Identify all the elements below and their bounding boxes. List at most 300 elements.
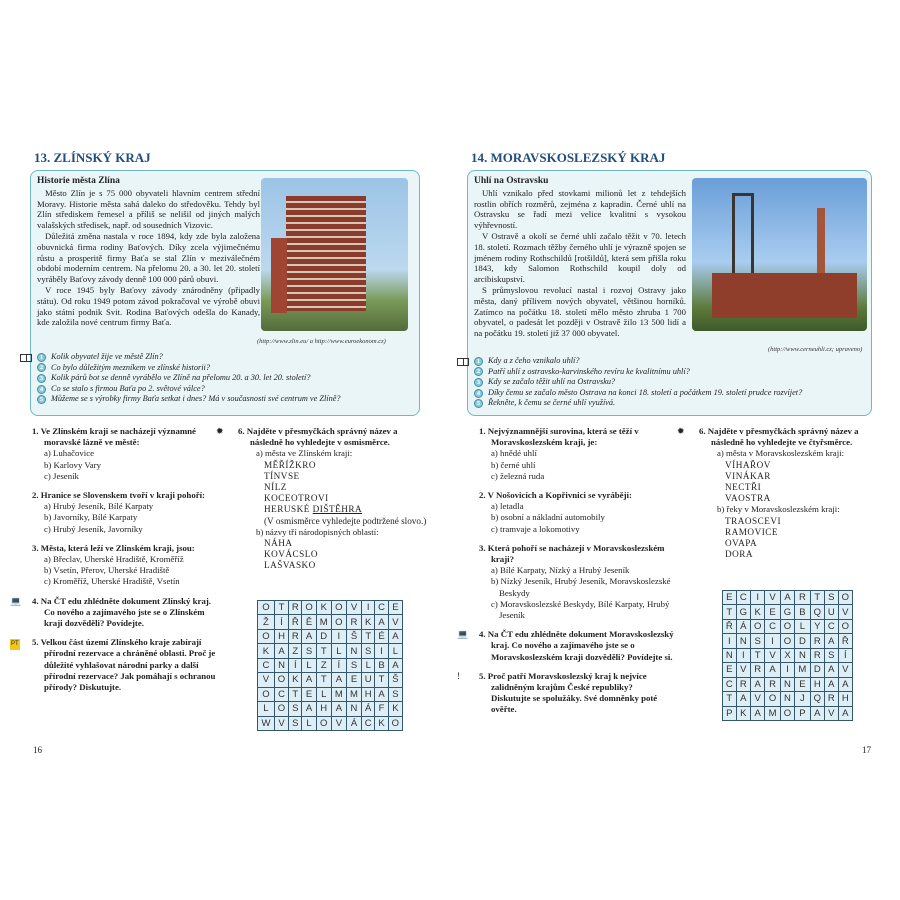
article-source: (http://www.zlin.eu/ a http://www.euroekonom.cz) bbox=[257, 338, 386, 345]
grid-cell: O bbox=[838, 591, 852, 605]
grid-cell: A bbox=[838, 677, 852, 691]
grid-cell: R bbox=[824, 692, 838, 706]
exercise-option: a) Bílé Karpaty, Nízký a Hrubý Jeseník bbox=[491, 565, 630, 576]
question-text: Díky čemu se začalo město Ostrava na konci 18. století a počátkem 19. století prudce rozvíjet? bbox=[488, 387, 803, 397]
question-text: Co se stalo s firmou Baťa po 2. světové válce? bbox=[51, 383, 205, 393]
article-source: (http://www.cerneuhli.cz; upraveno) bbox=[768, 346, 863, 353]
exercise-question: 2. V Nošovicích a Kopřivnici se vyrábějí: bbox=[479, 490, 632, 501]
question-item bbox=[37, 384, 341, 395]
grid-cell: K bbox=[375, 716, 388, 731]
exercises-col bbox=[10, 426, 217, 701]
exercise-part-label: b) názvy tří národopisných oblastí: bbox=[256, 526, 379, 537]
grid-cell: O bbox=[838, 619, 852, 633]
grid-cell: S bbox=[824, 648, 838, 662]
question-item bbox=[474, 398, 802, 409]
grid-cell: T bbox=[810, 591, 824, 605]
grid-cell: L bbox=[795, 619, 810, 633]
grid-cell: M bbox=[795, 663, 810, 677]
grid-cell: K bbox=[316, 601, 331, 615]
article bbox=[474, 176, 867, 339]
article-heading: Uhlí na Ostravsku bbox=[474, 176, 549, 186]
grid-cell: J bbox=[795, 692, 810, 706]
exercise-question: 3. Města, která leží ve Zlínském kraji, jsou: bbox=[32, 542, 195, 553]
grid-cell: A bbox=[331, 673, 346, 687]
question-text: Kdy a z čeho vznikalo uhlí? bbox=[488, 356, 580, 365]
exclamation-icon: ! bbox=[457, 670, 460, 681]
exercise-part-label: a) města v Moravskoslezském kraji: bbox=[717, 448, 845, 459]
grid-cell: Ř bbox=[289, 615, 302, 629]
grid-cell: O bbox=[316, 716, 331, 731]
question-number-icon: 2 bbox=[37, 363, 46, 372]
exercise-part-label: a) města ve Zlínském kraji: bbox=[256, 448, 353, 459]
anagram-word: NÁHA bbox=[264, 538, 293, 549]
exercise bbox=[457, 629, 674, 663]
grid-cell: P bbox=[795, 706, 810, 721]
grid-cell: I bbox=[375, 644, 388, 658]
exercise-option: a) letadla bbox=[491, 501, 524, 512]
grid-cell: O bbox=[765, 692, 780, 706]
exercise bbox=[216, 426, 428, 572]
grid-row bbox=[258, 716, 403, 731]
grid-row bbox=[723, 634, 853, 648]
questions bbox=[37, 352, 341, 405]
question-text: Co bylo důležitým mezníkem ve zlínské historii? bbox=[51, 362, 210, 372]
grid-cell: A bbox=[302, 673, 316, 687]
grid-cell: Z bbox=[316, 658, 331, 672]
grid-cell: A bbox=[302, 629, 316, 643]
exercise-question: 6. Najděte v přesmyčkách správný název a následně ho vyhledejte v osmisměrce. bbox=[238, 426, 398, 448]
grid-cell: K bbox=[289, 673, 302, 687]
article-box bbox=[30, 170, 420, 416]
grid-cell: S bbox=[824, 591, 838, 605]
grid-cell: O bbox=[302, 601, 316, 615]
grid-cell: M bbox=[331, 687, 346, 701]
grid-cell: D bbox=[795, 634, 810, 648]
grid-cell: Ž bbox=[258, 615, 275, 629]
grid-cell: N bbox=[346, 702, 361, 716]
grid-cell: L bbox=[362, 658, 375, 672]
grid-cell: M bbox=[765, 706, 780, 721]
grid-cell: S bbox=[289, 702, 302, 716]
question-number-icon: 1 bbox=[474, 357, 483, 366]
exercise-option: b) Javorníky, Bílé Karpaty bbox=[44, 512, 138, 523]
anagram-word: NECTŘI bbox=[725, 482, 762, 493]
grid-cell: H bbox=[362, 687, 375, 701]
article-paragraph: S průmyslovou revolucí nastal i rozvoj Ostravy jako města, daný přílivem nových obyvatel, většinou horníků. Zatímco na počátku 18. století mělo město zhruba 1 700 obyvatel, o padesát let později v Ostravě žilo 13 500 lidí a na počátku 19. století již 37 000 obyvatel. bbox=[474, 284, 686, 339]
grid-cell: V bbox=[258, 673, 275, 687]
grid-cell: K bbox=[258, 644, 275, 658]
page-17 bbox=[457, 150, 872, 719]
grid-cell: A bbox=[780, 591, 794, 605]
grid-cell: V bbox=[765, 591, 780, 605]
grid-cell: Ř bbox=[723, 619, 737, 633]
grid-cell: I bbox=[780, 663, 794, 677]
exercise-option: c) Kroměříž, Uherské Hradiště, Vsetín bbox=[44, 576, 180, 587]
grid-cell: A bbox=[750, 706, 764, 721]
exercises-col bbox=[457, 426, 674, 724]
grid-cell: K bbox=[750, 605, 764, 619]
grid-row bbox=[723, 677, 853, 691]
grid-cell: É bbox=[375, 629, 388, 643]
grid-cell: R bbox=[750, 663, 764, 677]
grid-cell: Í bbox=[274, 615, 288, 629]
grid-cell: E bbox=[723, 591, 737, 605]
grid-cell: T bbox=[274, 601, 288, 615]
question-item bbox=[474, 356, 802, 367]
grid-cell: Á bbox=[736, 619, 750, 633]
grid-cell: D bbox=[316, 629, 331, 643]
grid-cell: E bbox=[388, 601, 402, 615]
exercise bbox=[32, 426, 217, 482]
exercise bbox=[11, 637, 217, 693]
exercise-question: 6. Najděte v přesmyčkách správný název a následně ho vyhledejte ve čtyřsměrce. bbox=[699, 426, 859, 448]
grid-cell: Q bbox=[810, 692, 824, 706]
grid-cell: A bbox=[765, 663, 780, 677]
question-item bbox=[474, 367, 802, 378]
grid-cell: I bbox=[736, 648, 750, 662]
grid-cell: V bbox=[388, 615, 402, 629]
book-icon bbox=[20, 354, 32, 362]
grid-cell: S bbox=[388, 687, 402, 701]
grid-cell: O bbox=[258, 629, 275, 643]
question-text: Kolik párů bot se denně vyrábělo ve Zlíně na přelomu 20. a 30. let 20. století? bbox=[51, 373, 311, 383]
question-text: Řekněte, k čemu se černé uhlí využívá. bbox=[488, 398, 616, 408]
exercise-option: b) Karlovy Vary bbox=[44, 459, 102, 470]
grid-cell: T bbox=[750, 648, 764, 662]
grid-cell: R bbox=[346, 615, 361, 629]
grid-cell: O bbox=[258, 687, 275, 701]
exercise-question: 4. Na ČT edu zhlédněte dokument Zlínský kraj. Co nového a zajímavého jste se o Zlínském kraji dozvěděli? Povídejte. bbox=[32, 595, 211, 629]
page-number: 16 bbox=[33, 745, 42, 755]
question-item bbox=[474, 377, 802, 388]
grid-cell: I bbox=[750, 591, 764, 605]
grid-cell: Á bbox=[362, 702, 375, 716]
question-text: Kdy se začalo těžit uhlí na Ostravsku? bbox=[488, 377, 616, 387]
exercise bbox=[677, 426, 874, 560]
grid-cell: A bbox=[388, 658, 402, 672]
grid-cell: K bbox=[736, 706, 750, 721]
grid-cell: L bbox=[258, 702, 275, 716]
exercise-option: a) Břeclav, Uherské Hradiště, Kroměříž bbox=[44, 554, 184, 565]
question-number-icon: 5 bbox=[474, 399, 483, 408]
exercise-question: 2. Hranice se Slovenskem tvoří v kraji pohoří: bbox=[32, 490, 205, 501]
grid-cell: S bbox=[302, 644, 316, 658]
grid-cell: A bbox=[302, 702, 316, 716]
grid-cell: V bbox=[274, 716, 288, 731]
exercise-6 bbox=[216, 426, 428, 580]
grid-cell: R bbox=[810, 648, 824, 662]
grid-cell: G bbox=[780, 605, 794, 619]
grid-cell: V bbox=[346, 601, 361, 615]
exercise-question: 1. Nejvýznamnější surovina, která se těží v Moravskoslezském kraji, je: bbox=[479, 426, 639, 448]
grid-cell: O bbox=[780, 706, 794, 721]
grid-cell: I bbox=[362, 601, 375, 615]
article-paragraph: Důležitá změna nastala v roce 1894, kdy zde byla založena obuvnická firma rodiny Baťových. Díky zcela výjimečnému růstu a prosperitě firmy Baťa se stal Zlín v meziválečném období moderním centrem. Na přelomu 20. a 30. let 20. století vyráběly Baťovy závody denně 100 000 párů obuvi. bbox=[37, 230, 260, 285]
exercise-question: 1. Ve Zlínském kraji se nacházejí významné moravské lázně ve městě: bbox=[32, 426, 196, 448]
question-item bbox=[37, 363, 341, 374]
anagram-word: TÍNVSE bbox=[264, 470, 300, 481]
exercise bbox=[479, 543, 674, 621]
grid-cell: N bbox=[723, 648, 737, 662]
grid-cell: Í bbox=[838, 648, 852, 662]
grid-cell: B bbox=[375, 658, 388, 672]
grid-cell: Í bbox=[289, 658, 302, 672]
grid-cell: N bbox=[795, 648, 810, 662]
grid-cell: Ě bbox=[302, 615, 316, 629]
grid-cell: V bbox=[838, 663, 852, 677]
grid-cell: C bbox=[824, 619, 838, 633]
anagram-word: NÍLZ bbox=[264, 482, 287, 493]
grid-cell: A bbox=[736, 692, 750, 706]
grid-cell: D bbox=[810, 663, 824, 677]
grid-row bbox=[258, 687, 403, 701]
grid-cell: O bbox=[780, 619, 794, 633]
grid-cell: V bbox=[838, 605, 852, 619]
grid-cell: O bbox=[331, 601, 346, 615]
exercise-option: b) Vsetín, Přerov, Uherské Hradiště bbox=[44, 565, 170, 576]
grid-row bbox=[723, 591, 853, 605]
grid-cell: I bbox=[765, 634, 780, 648]
grid-cell: U bbox=[824, 605, 838, 619]
grid-cell: Á bbox=[346, 716, 361, 731]
article-box bbox=[467, 170, 872, 416]
exercise-6 bbox=[677, 426, 874, 568]
grid-cell: Y bbox=[810, 619, 824, 633]
grid-cell: V bbox=[765, 648, 780, 662]
grid-cell: V bbox=[824, 706, 838, 721]
grid-cell: A bbox=[375, 615, 388, 629]
exercise-option: c) Jeseník bbox=[44, 470, 79, 481]
grid-cell: N bbox=[274, 658, 288, 672]
grid-cell: E bbox=[346, 673, 361, 687]
questions bbox=[474, 356, 802, 409]
grid-cell: T bbox=[723, 605, 737, 619]
pt-badge-icon: PT bbox=[10, 639, 20, 650]
anagram-word: VÍHAŘOV bbox=[725, 459, 771, 470]
grid-cell: O bbox=[274, 673, 288, 687]
exercise-question: 4. Na ČT edu zhlédněte dokument Moravskoslezský kraj. Co nového a zajímavého jste se o Moravskoslezském kraji dozvěděli? Povídejte si. bbox=[479, 629, 674, 662]
grid-row bbox=[723, 663, 853, 677]
computer-icon: 💻 bbox=[457, 629, 469, 640]
grid-cell: R bbox=[736, 677, 750, 691]
anagram-word: KOVÁCSLO bbox=[264, 549, 319, 560]
grid-cell: N bbox=[346, 644, 361, 658]
grid-cell: R bbox=[765, 677, 780, 691]
exercise-question: 5. Proč patří Moravskoslezský kraj k nejvíce zalidněným krajům České republiky? Diskutujte se spolužáky. Své domněnky poté ověřte. bbox=[479, 670, 658, 715]
question-text: Můžeme se s výrobky firmy Baťa setkat i dnes? Má v současnosti své centrum ve Zlíně? bbox=[51, 394, 341, 404]
grid-cell: A bbox=[824, 634, 838, 648]
question-text: Patří uhlí z ostravsko-karvinského revíru ke kvalitnímu uhlí? bbox=[488, 366, 690, 376]
grid-row bbox=[258, 644, 403, 658]
anagram-word: MĚŘÍŽKRO bbox=[264, 459, 316, 470]
exercise bbox=[10, 595, 217, 630]
grid-cell: A bbox=[750, 677, 764, 691]
grid-cell: O bbox=[258, 601, 275, 615]
grid-cell: O bbox=[750, 619, 764, 633]
exercise bbox=[32, 490, 217, 535]
grid-cell: T bbox=[289, 687, 302, 701]
grid-cell: N bbox=[736, 634, 750, 648]
grid-cell: A bbox=[274, 644, 288, 658]
exercise bbox=[479, 426, 674, 482]
grid-cell: N bbox=[780, 692, 794, 706]
grid-cell: M bbox=[316, 615, 331, 629]
grid-cell: C bbox=[723, 677, 737, 691]
grid-cell: S bbox=[362, 644, 375, 658]
question-item bbox=[37, 373, 341, 384]
grid-cell: Í bbox=[331, 658, 346, 672]
grid-cell: C bbox=[765, 619, 780, 633]
grid-row bbox=[258, 629, 403, 643]
exercise-option: a) hnědé uhlí bbox=[491, 448, 537, 459]
grid-cell: C bbox=[736, 591, 750, 605]
grid-cell: I bbox=[331, 629, 346, 643]
question-number-icon: 3 bbox=[37, 374, 46, 383]
zlin-building-photo bbox=[261, 178, 408, 331]
grid-cell: T bbox=[316, 644, 331, 658]
exercise-option: b) Nízký Jeseník, Hrubý Jeseník, Moravskoslezské Beskydy bbox=[491, 576, 671, 598]
article-paragraph: Uhlí vznikalo před stovkami milionů let z tehdejších rostlin obřích rozměrů, zejména z kapradin. Černé uhlí na Ostravsku se řadí mezi velice kvalitní s vysokou výhřevností. bbox=[474, 187, 686, 231]
grid-cell: C bbox=[362, 716, 375, 731]
anagram-word: KOCEOTROVI bbox=[264, 493, 329, 504]
computer-icon: 💻 bbox=[10, 595, 22, 606]
grid-cell: E bbox=[723, 663, 737, 677]
question-item bbox=[474, 388, 802, 399]
grid-cell: O bbox=[388, 716, 402, 731]
grid-cell: R bbox=[289, 601, 302, 615]
exercise-option: c) tramvaje a lokomotivy bbox=[491, 523, 580, 534]
article-paragraph: Město Zlín je s 75 000 obyvateli hlavním centrem střední Moravy. Historie města sahá daleko do středověku. Tehdy byl Zlín střediskem řemesel a příliš se nelišil od jiných malých valašských středisek, např. od sousedních Vizovic. bbox=[37, 187, 260, 231]
grid-cell: G bbox=[736, 605, 750, 619]
anagram-word: TRAOSCEVI bbox=[725, 515, 782, 526]
grid-cell: A bbox=[375, 687, 388, 701]
page-number: 17 bbox=[862, 745, 871, 755]
question-number-icon: 2 bbox=[474, 367, 483, 376]
mine-tower-photo bbox=[692, 178, 867, 331]
grid-cell: O bbox=[331, 615, 346, 629]
grid-cell: C bbox=[258, 658, 275, 672]
grid-row bbox=[258, 658, 403, 672]
article-paragraph: V Ostravě a okolí se černé uhlí začalo těžit v 70. letech 18. století. Rozmach těžby černého uhlí je výrazně spojen se jménem rodiny Rothschildů [rotšildů], která sem přišla roku 1843, kdy Salomon Rothschild koupil doly od arcibiskupství. bbox=[474, 230, 686, 285]
grid-cell: Q bbox=[810, 605, 824, 619]
grid-cell: L bbox=[316, 687, 331, 701]
grid-cell: H bbox=[838, 692, 852, 706]
underlined-word: DIŠTĚHRA bbox=[312, 504, 363, 515]
grid-cell: T bbox=[375, 673, 388, 687]
exercise-question: 3. Která pohoří se nacházejí v Moravskoslezském kraji? bbox=[479, 542, 665, 565]
exercise-option: c) železná ruda bbox=[491, 470, 545, 481]
grid-cell: A bbox=[388, 629, 402, 643]
grid-cell: C bbox=[274, 687, 288, 701]
grid-row bbox=[258, 702, 403, 716]
exercise-option: c) Hrubý Jeseník, Javorníky bbox=[44, 523, 143, 534]
grid-cell: T bbox=[316, 673, 331, 687]
grid-cell: L bbox=[302, 658, 316, 672]
question-number-icon: 4 bbox=[37, 385, 46, 394]
grid-cell: V bbox=[331, 716, 346, 731]
grid-cell: K bbox=[362, 615, 375, 629]
grid-cell: I bbox=[723, 634, 737, 648]
grid-cell: X bbox=[780, 648, 794, 662]
word-search-grid bbox=[257, 600, 403, 731]
exercise bbox=[457, 670, 674, 716]
grid-cell: A bbox=[810, 706, 824, 721]
anagram-word: DORA bbox=[725, 549, 754, 560]
exercise bbox=[479, 490, 674, 535]
exercise-option: a) Hrubý Jeseník, Bílé Karpaty bbox=[44, 501, 154, 512]
anagram-word: LAŠVASKO bbox=[264, 560, 316, 571]
article bbox=[37, 176, 260, 328]
exercise-option: a) Luhačovice bbox=[44, 448, 95, 459]
grid-cell: H bbox=[274, 629, 288, 643]
grid-cell: W bbox=[258, 716, 275, 731]
question-number-icon: 1 bbox=[37, 353, 46, 362]
star-icon: ✹ bbox=[216, 426, 224, 436]
grid-row bbox=[723, 619, 853, 633]
star-icon: ✹ bbox=[677, 426, 685, 436]
exercise-option: b) osobní a nákladní automobily bbox=[491, 512, 605, 523]
grid-cell: Š bbox=[346, 629, 361, 643]
book-icon bbox=[457, 358, 469, 366]
article-paragraph: V roce 1945 byly Baťovy závody znárodněny (připadly státu). Od roku 1949 potom závod pokračoval ve výrobě obuvi jako státní podnik Svit. Rodina Baťových odešla do Kanady, kde založila nové centrum firmy Baťa. bbox=[37, 284, 260, 328]
grid-cell: S bbox=[346, 658, 361, 672]
grid-cell: H bbox=[810, 677, 824, 691]
anagram-word: HERUSKÉ DIŠTĚHRA bbox=[264, 504, 363, 515]
exercise-part-label: b) řeky v Moravskoslezském kraji: bbox=[717, 504, 840, 515]
grid-cell: S bbox=[750, 634, 764, 648]
grid-cell: P bbox=[723, 706, 737, 721]
grid-cell: R bbox=[795, 591, 810, 605]
word-search-grid bbox=[722, 590, 853, 721]
grid-cell: E bbox=[795, 677, 810, 691]
grid-row bbox=[723, 648, 853, 662]
grid-row bbox=[723, 706, 853, 721]
anagram-word: RAMOVICE bbox=[725, 526, 779, 537]
chapter-title: 14. MORAVSKOSLEZSKÝ KRAJ bbox=[471, 150, 666, 165]
grid-cell: R bbox=[289, 629, 302, 643]
grid-cell: K bbox=[388, 702, 402, 716]
grid-cell: U bbox=[362, 673, 375, 687]
grid-cell: T bbox=[362, 629, 375, 643]
anagram-word: OVAPA bbox=[725, 538, 758, 549]
question-item bbox=[37, 394, 341, 405]
grid-cell: Z bbox=[289, 644, 302, 658]
grid-cell: S bbox=[289, 716, 302, 731]
exercise-option: b) černé uhlí bbox=[491, 459, 536, 470]
grid-cell: R bbox=[810, 634, 824, 648]
grid-cell: B bbox=[795, 605, 810, 619]
exercise-note: (V osmisměrce vyhledejte podtržené slovo.) bbox=[264, 515, 427, 526]
grid-cell: A bbox=[824, 677, 838, 691]
grid-cell: O bbox=[274, 702, 288, 716]
exercise-option: c) Moravskoslezské Beskydy, Bílé Karpaty, Hrubý Jeseník bbox=[491, 598, 670, 621]
grid-cell: N bbox=[780, 677, 794, 691]
page-16 bbox=[10, 150, 427, 729]
grid-cell: V bbox=[750, 692, 764, 706]
exercise bbox=[32, 543, 217, 588]
question-item bbox=[37, 352, 341, 363]
article-heading: Historie města Zlína bbox=[37, 176, 120, 186]
grid-row bbox=[258, 601, 403, 615]
grid-cell: E bbox=[765, 605, 780, 619]
grid-cell: Š bbox=[388, 673, 402, 687]
grid-cell: T bbox=[723, 692, 737, 706]
grid-cell: Ř bbox=[838, 634, 852, 648]
grid-cell: M bbox=[346, 687, 361, 701]
grid-row bbox=[258, 673, 403, 687]
grid-cell: C bbox=[375, 601, 388, 615]
grid-cell: L bbox=[302, 716, 316, 731]
